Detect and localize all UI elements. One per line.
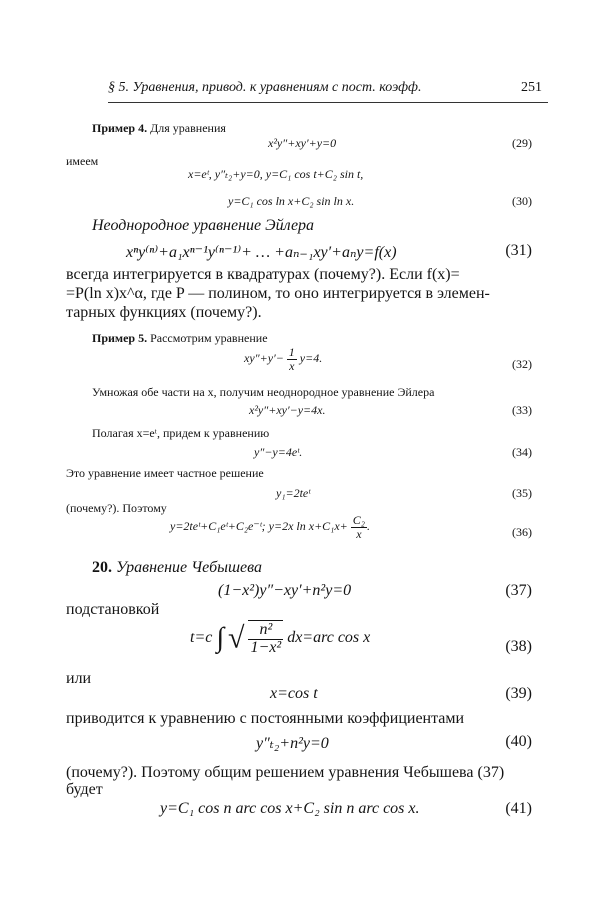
euler-text-line2: =P(ln x)x^α, где P — полином, то оно интегрируется в элемен- bbox=[66, 285, 490, 302]
equation-38 bbox=[190, 620, 370, 657]
equation-35: y₁=2teᵗ bbox=[276, 486, 311, 500]
euler-text-line1: всегда интегрируется в квадратурах (почему?). Если f(x)= bbox=[66, 266, 460, 283]
reduces-text: приводится к уравнению с постоянными коэффициентами bbox=[66, 710, 465, 727]
integral-sign: ∫ bbox=[216, 622, 225, 654]
equation-36-left: y=2teᵗ+C₁eᵗ+C₂e⁻ᵗ; y=2x ln x+C₁x+ bbox=[170, 518, 348, 533]
equation-number-29: (29) bbox=[512, 136, 532, 150]
euler-text-line3: тарных функциях (почему?). bbox=[66, 304, 262, 321]
equation-38-left: t=c bbox=[190, 628, 213, 646]
equation-32 bbox=[244, 346, 322, 372]
chebyshev-heading-text: Уравнение Чебышева bbox=[116, 559, 262, 576]
equation-31: xⁿy⁽ⁿ⁾+a₁xⁿ⁻¹y⁽ⁿ⁻¹⁾+ … +aₙ₋₁xy′+aₙy=f(x) bbox=[126, 244, 397, 261]
equation-38-right: dx=arc cos x bbox=[287, 628, 371, 646]
square-root bbox=[228, 620, 283, 657]
general-solution-text-line1: (почему?). Поэтому общим решением уравнения Чебышева (37) bbox=[66, 764, 505, 781]
equation-number-33: (33) bbox=[512, 403, 532, 417]
example5-label: Пример 5. bbox=[92, 331, 148, 345]
equation-32-right: y=4. bbox=[299, 350, 323, 365]
equation-40: y″ₜ₂+n²y=0 bbox=[256, 735, 329, 752]
equation-32-left: xy″+y′− bbox=[244, 350, 284, 365]
section-number: 20. bbox=[92, 559, 112, 576]
have-text: имеем bbox=[66, 154, 99, 168]
equation-36-denominator: x bbox=[356, 526, 362, 541]
equation-number-38: (38) bbox=[505, 638, 532, 655]
equation-34: y″−y=4eᵗ. bbox=[254, 445, 303, 459]
multiply-text: Умножая обе части на x, получим неоднородное уравнение Эйлера bbox=[92, 385, 435, 399]
equation-41: y=C₁ cos n arc cos x+C₂ sin n arc cos x. bbox=[160, 800, 420, 817]
radicand bbox=[248, 620, 283, 657]
chebyshev-heading bbox=[92, 559, 262, 577]
equation-38-fraction bbox=[248, 622, 283, 657]
equation-30: y=C₁ cos ln x+C₂ sin ln x. bbox=[228, 194, 355, 208]
example4-intro-text: Для уравнения bbox=[150, 121, 226, 135]
header-rule bbox=[108, 102, 548, 103]
or-text: или bbox=[66, 670, 92, 687]
equation-32-fraction bbox=[287, 346, 297, 372]
equation-number-37: (37) bbox=[505, 582, 532, 599]
equation-29: x²y″+xy′+y=0 bbox=[268, 136, 337, 150]
equation-number-39: (39) bbox=[505, 685, 532, 702]
equation-38-denominator: 1−x² bbox=[250, 638, 282, 656]
substitution-by-text: подстановкой bbox=[66, 601, 160, 618]
equation-38-numerator: n² bbox=[248, 622, 283, 640]
example5-intro-text: Рассмотрим уравнение bbox=[150, 331, 268, 345]
equation-example4-line2: x=eᵗ, y″ₜ₂+y=0, y=C₁ cos t+C₂ sin t, bbox=[188, 167, 364, 181]
equation-number-31: (31) bbox=[505, 242, 532, 259]
radical-sign: √ bbox=[228, 621, 245, 655]
equation-number-36: (36) bbox=[512, 525, 532, 539]
equation-number-30: (30) bbox=[512, 194, 532, 208]
equation-number-40: (40) bbox=[505, 733, 532, 750]
equation-36-end: . bbox=[366, 518, 370, 533]
equation-number-35: (35) bbox=[512, 486, 532, 500]
substitution-text: Полагая x=eᵗ, придем к уравнению bbox=[92, 426, 270, 440]
general-solution-text-line2: будет bbox=[66, 781, 103, 798]
equation-36-fraction bbox=[351, 514, 367, 540]
equation-number-34: (34) bbox=[512, 445, 532, 459]
equation-37: (1−x²)y″−xy′+n²y=0 bbox=[218, 582, 352, 599]
running-header bbox=[108, 80, 548, 102]
example4-intro bbox=[92, 121, 226, 136]
equation-32-numerator: 1 bbox=[288, 345, 295, 359]
page-number: 251 bbox=[521, 80, 542, 95]
equation-33: x²y″+xy′−y=4x. bbox=[249, 403, 326, 417]
therefore-text: (почему?). Поэтому bbox=[66, 501, 167, 515]
equation-36 bbox=[170, 514, 370, 540]
euler-heading: Неоднородное уравнение Эйлера bbox=[92, 217, 315, 234]
partial-solution-text: Это уравнение имеет частное решение bbox=[66, 466, 264, 480]
example4-label: Пример 4. bbox=[92, 121, 148, 135]
equation-32-denominator: x bbox=[289, 358, 295, 373]
equation-number-41: (41) bbox=[505, 800, 532, 817]
example5-intro bbox=[92, 331, 268, 346]
equation-number-32: (32) bbox=[512, 357, 532, 371]
header-title: § 5. Уравнения, привод. к уравнениям с пост. коэфф. bbox=[108, 80, 422, 95]
equation-39: x=cos t bbox=[270, 685, 318, 702]
equation-36-numerator: C₂ bbox=[352, 513, 365, 527]
